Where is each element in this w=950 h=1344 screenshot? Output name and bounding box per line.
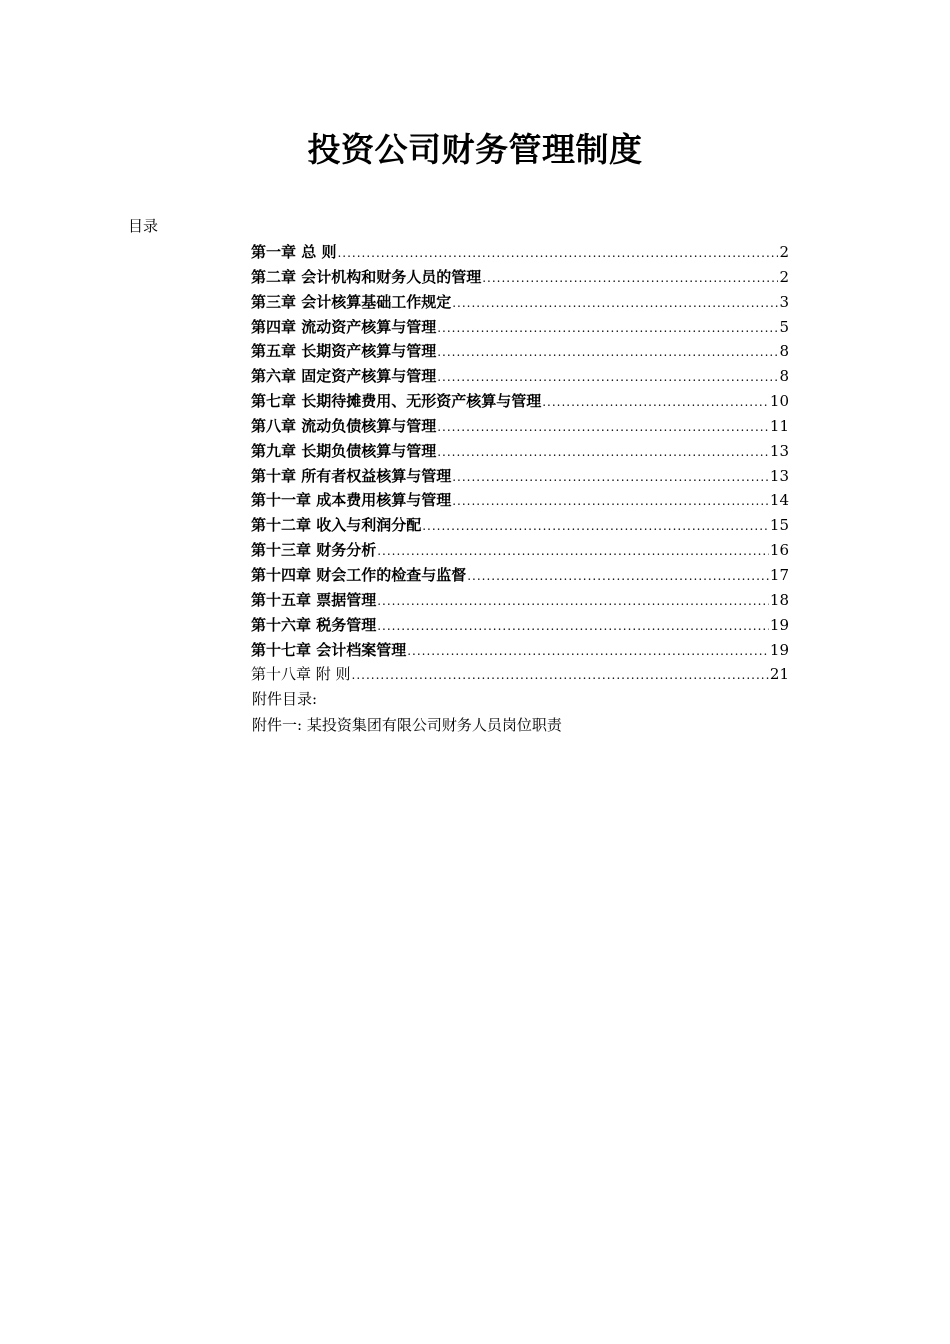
toc-entry[interactable] <box>251 465 789 490</box>
toc-entry-page-number: 13 <box>769 466 789 485</box>
toc-entry[interactable] <box>251 589 789 614</box>
toc-entry-page-number: 16 <box>769 541 789 560</box>
toc-dot-leader <box>437 345 778 359</box>
document-title: 投资公司财务管理制度 <box>307 130 643 169</box>
toc-entry[interactable] <box>251 514 789 539</box>
toc-entry[interactable] <box>251 639 789 664</box>
toc-entry-page-number: 5 <box>779 317 789 336</box>
toc-entry[interactable] <box>251 266 789 291</box>
toc-entry[interactable] <box>251 489 789 514</box>
toc-dot-leader <box>467 569 769 583</box>
toc-entry-label: 第一章 总 则 <box>251 243 337 261</box>
toc-dot-leader <box>452 470 769 484</box>
toc-entry-label: 第四章 流动资产核算与管理 <box>251 317 437 336</box>
toc-dot-leader <box>422 519 769 533</box>
toc-dot-leader <box>337 246 778 260</box>
toc-dot-leader <box>407 644 769 658</box>
toc-entry-label: 第九章 长期负债核算与管理 <box>251 441 437 460</box>
toc-entry-page-number: 10 <box>769 392 789 411</box>
toc-entry-label: 第十八章 附 则 <box>251 665 351 684</box>
toc-dot-leader <box>452 494 769 508</box>
toc-entry-page-number: 11 <box>769 416 789 435</box>
toc-entry-label: 第二章 会计机构和财务人员的管理 <box>251 267 482 286</box>
toc-entry-page-number: 17 <box>769 565 789 584</box>
toc-entry-label: 第十六章 税务管理 <box>251 615 377 634</box>
toc-dot-leader <box>437 370 778 384</box>
toc-entry-page-number: 13 <box>769 441 789 460</box>
toc-entry-page-number: 8 <box>779 342 789 361</box>
toc-entry[interactable] <box>251 241 789 266</box>
toc-dot-leader <box>482 271 778 285</box>
table-of-contents <box>251 241 789 688</box>
toc-entry[interactable] <box>251 564 789 589</box>
toc-entry-page-number: 2 <box>779 243 789 261</box>
toc-entry-label: 第十二章 收入与利润分配 <box>251 516 422 535</box>
appendix-item-1[interactable]: 附件一: 某投资集团有限公司财务人员岗位职责 <box>252 716 562 734</box>
toc-dot-leader <box>377 544 769 558</box>
toc-entry-label: 第十五章 票据管理 <box>251 590 377 609</box>
toc-entry[interactable] <box>251 316 789 341</box>
toc-dot-leader <box>542 395 769 409</box>
toc-entry[interactable] <box>251 365 789 390</box>
toc-entry-page-number: 19 <box>769 615 789 634</box>
toc-entry[interactable] <box>251 415 789 440</box>
toc-dot-leader <box>437 321 778 335</box>
toc-dot-leader <box>452 296 778 310</box>
toc-dot-leader <box>377 594 769 608</box>
toc-entry-page-number: 14 <box>769 491 789 510</box>
toc-entry-label: 第六章 固定资产核算与管理 <box>251 367 437 386</box>
toc-heading: 目录 <box>128 217 159 235</box>
toc-entry-page-number: 3 <box>779 292 789 311</box>
toc-entry-page-number: 19 <box>769 640 789 659</box>
toc-entry-page-number: 8 <box>779 367 789 386</box>
toc-entry-label: 第十三章 财务分析 <box>251 541 377 560</box>
toc-entry-page-number: 21 <box>769 665 789 684</box>
appendix-heading: 附件目录: <box>252 690 318 708</box>
toc-entry-label: 第十章 所有者权益核算与管理 <box>251 466 452 485</box>
toc-entry-label: 第五章 长期资产核算与管理 <box>251 342 437 361</box>
toc-entry-page-number: 2 <box>779 267 789 286</box>
toc-entry[interactable] <box>251 663 789 688</box>
toc-entry[interactable] <box>251 539 789 564</box>
toc-dot-leader <box>437 445 769 459</box>
toc-dot-leader <box>377 619 769 633</box>
toc-entry[interactable] <box>251 390 789 415</box>
toc-entry[interactable] <box>251 340 789 365</box>
toc-entry-label: 第三章 会计核算基础工作规定 <box>251 292 452 311</box>
toc-entry-label: 第七章 长期待摊费用、无形资产核算与管理 <box>251 392 542 411</box>
toc-entry-label: 第十七章 会计档案管理 <box>251 640 407 659</box>
toc-entry[interactable] <box>251 440 789 465</box>
toc-entry-label: 第十一章 成本费用核算与管理 <box>251 491 452 510</box>
toc-entry-page-number: 15 <box>769 516 789 535</box>
toc-entry-label: 第十四章 财会工作的检查与监督 <box>251 565 467 584</box>
toc-dot-leader <box>437 420 769 434</box>
toc-entry[interactable] <box>251 614 789 639</box>
toc-entry-label: 第八章 流动负债核算与管理 <box>251 416 437 435</box>
toc-dot-leader <box>352 668 769 682</box>
toc-entry[interactable] <box>251 291 789 316</box>
toc-entry-page-number: 18 <box>769 590 789 609</box>
